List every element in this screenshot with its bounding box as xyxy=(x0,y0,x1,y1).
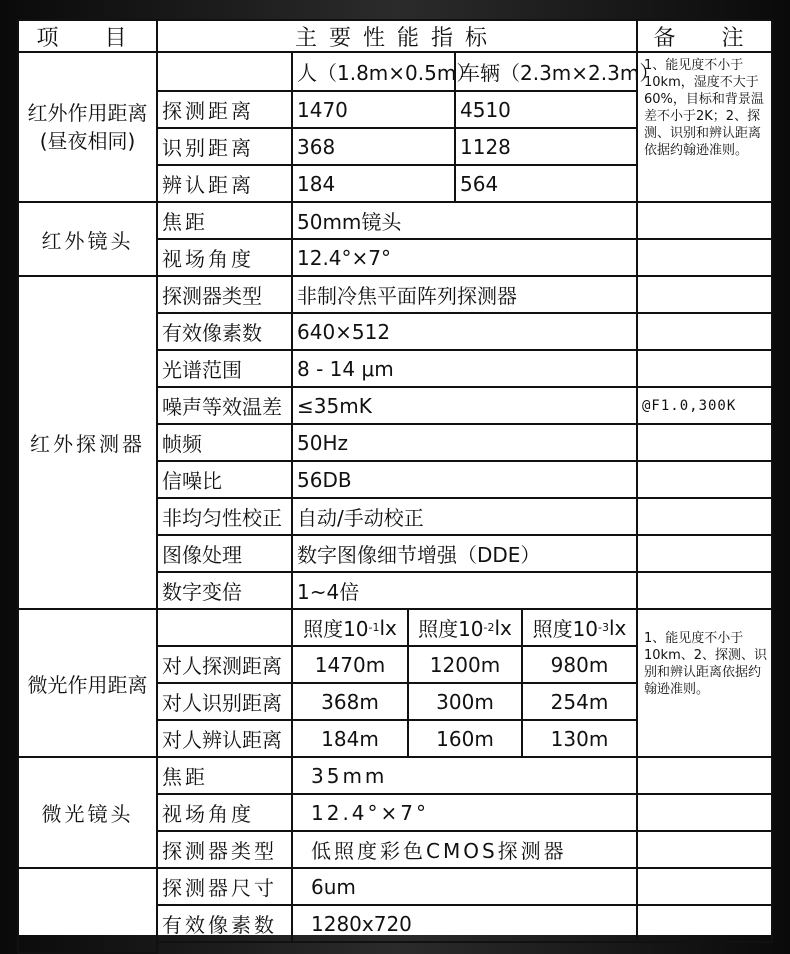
ir-detector-row-note xyxy=(638,462,773,499)
ir-detector-row-note xyxy=(638,351,773,388)
ir-range-row-label: 识别距离 xyxy=(158,129,293,166)
ll-range-value: 130m xyxy=(523,721,638,758)
ir-range-vehicle-value: 4510 xyxy=(456,92,638,129)
ll-range-value: 300m xyxy=(409,684,523,721)
illuminance-exponent: -3 xyxy=(598,621,609,634)
ir-detector-row-note xyxy=(638,425,773,462)
ir-range-person-value: 184 xyxy=(293,166,456,203)
illuminance-exponent: -1 xyxy=(368,621,380,634)
ir-detector-row-note xyxy=(638,573,773,610)
illuminance-unit: lx xyxy=(494,615,512,640)
ir-detector-category: 红外探测器 xyxy=(17,277,158,610)
ir-range-col-person: 人（1.8m×0.5m） xyxy=(293,53,456,92)
ir-detector-row-value: 50Hz xyxy=(293,425,638,462)
ir-lens-row-label: 焦距 xyxy=(158,203,293,240)
ll-range-blank-header xyxy=(158,610,293,647)
ll-detector-row-value: 6um xyxy=(293,869,638,906)
ir-range-row-label: 探测距离 xyxy=(158,92,293,129)
illuminance-unit: lx xyxy=(609,615,627,640)
ir-detector-row-note xyxy=(638,277,773,314)
ll-lens-row-label: 探测器类型 xyxy=(158,832,293,869)
ir-detector-row-label: 信噪比 xyxy=(158,462,293,499)
ir-lens-note xyxy=(638,240,773,277)
ll-lens-row-label: 视场角度 xyxy=(158,795,293,832)
ir-detector-row-value: 数字图像细节增强（DDE） xyxy=(293,536,638,573)
ir-lens-row-value: 12.4°×7° xyxy=(293,240,638,277)
ir-detector-row-value: 56DB xyxy=(293,462,638,499)
ll-range-value: 368m xyxy=(293,684,409,721)
ll-lens-row-value: 低照度彩色CMOS探测器 xyxy=(293,832,638,869)
ll-lens-category: 微光镜头 xyxy=(17,758,158,869)
ir-lens-row-value: 50mm镜头 xyxy=(293,203,638,240)
ir-detector-row-value: 8 - 14 μm xyxy=(293,351,638,388)
ll-range-row-label: 对人探测距离 xyxy=(158,647,293,684)
ir-lens-category: 红外镜头 xyxy=(17,203,158,277)
ir-detector-row-value: 自动/手动校正 xyxy=(293,499,638,536)
ir-detector-row-note: @F1.0,300K xyxy=(638,388,773,425)
ll-lens-row-label: 焦距 xyxy=(158,758,293,795)
ll-lens-note xyxy=(638,832,773,869)
spec-table xyxy=(17,19,773,935)
ll-detector-category xyxy=(17,869,158,954)
ir-detector-row-value: 非制冷焦平面阵列探测器 xyxy=(293,277,638,314)
ir-detector-row-label: 帧频 xyxy=(158,425,293,462)
ll-range-value: 1200m xyxy=(409,647,523,684)
ir-range-person-value: 368 xyxy=(293,129,456,166)
ir-range-blank-header xyxy=(158,53,293,92)
ir-detector-row-label: 图像处理 xyxy=(158,536,293,573)
ll-range-row-label: 对人辨认距离 xyxy=(158,721,293,758)
ll-range-category: 微光作用距离 xyxy=(17,610,158,758)
ll-illuminance-header xyxy=(523,610,638,647)
ll-illuminance-header xyxy=(409,610,523,647)
ir-detector-row-label: 非均匀性校正 xyxy=(158,499,293,536)
ir-detector-row-note xyxy=(638,499,773,536)
illuminance-prefix: 照度10 xyxy=(418,617,484,641)
ir-detector-row-label: 数字变倍 xyxy=(158,573,293,610)
ir-range-row-label: 辨认距离 xyxy=(158,166,293,203)
ir-detector-row-label: 探测器类型 xyxy=(158,277,293,314)
header-item: 项 目 xyxy=(17,19,158,53)
illuminance-unit: lx xyxy=(379,615,397,640)
ir-range-col-vehicle: 车辆（2.3m×2.3m） xyxy=(456,53,638,92)
ir-detector-row-value: 640×512 xyxy=(293,314,638,351)
header-note: 备 注 xyxy=(638,19,773,53)
ll-detector-row-value: 1280x720 xyxy=(293,906,638,943)
ll-range-value: 160m xyxy=(409,721,523,758)
ll-range-value: 1470m xyxy=(293,647,409,684)
ir-detector-row-label: 有效像素数 xyxy=(158,314,293,351)
illuminance-prefix: 照度10 xyxy=(303,617,369,641)
ir-range-category: 红外作用距离 (昼夜相同) xyxy=(17,53,158,203)
ir-range-vehicle-value: 564 xyxy=(456,166,638,203)
ir-lens-row-label: 视场角度 xyxy=(158,240,293,277)
illuminance-prefix: 照度10 xyxy=(532,617,599,641)
ll-range-value: 184m xyxy=(293,721,409,758)
ll-lens-row-value: 35mm xyxy=(293,758,638,795)
ir-detector-row-value: 1~4倍 xyxy=(293,573,638,610)
ir-detector-row-note xyxy=(638,536,773,573)
ir-lens-note xyxy=(638,203,773,240)
ll-detector-note xyxy=(638,869,773,906)
ll-range-value: 980m xyxy=(523,647,638,684)
ir-range-note: 1、能见度不小于10km，湿度不大于60%，目标和背景温差不小于2K；2、探测、识别和辨认距离依据约翰逊准则。 xyxy=(638,53,773,203)
ir-detector-row-label: 光谱范围 xyxy=(158,351,293,388)
ll-lens-note xyxy=(638,758,773,795)
ll-range-row-label: 对人识别距离 xyxy=(158,684,293,721)
ll-detector-row-label: 探测器尺寸 xyxy=(158,869,293,906)
ll-detector-row-label: 有效像素数 xyxy=(158,906,293,943)
illuminance-exponent: -2 xyxy=(483,621,495,634)
ll-illuminance-header xyxy=(293,610,409,647)
ir-detector-row-note xyxy=(638,314,773,351)
ll-range-value: 254m xyxy=(523,684,638,721)
ll-detector-note xyxy=(638,906,773,943)
ir-detector-row-label: 噪声等效温差 xyxy=(158,388,293,425)
ll-lens-row-value: 12.4°×7° xyxy=(293,795,638,832)
ir-range-person-value: 1470 xyxy=(293,92,456,129)
header-spec: 主要性能指标 xyxy=(158,19,638,53)
ll-lens-note xyxy=(638,795,773,832)
ir-range-vehicle-value: 1128 xyxy=(456,129,638,166)
ir-detector-row-value: ≤35mK xyxy=(293,388,638,425)
ll-range-note: 1、能见度不小于10km、2、探测、识别和辨认距离依据约翰逊准则。 xyxy=(638,610,773,758)
